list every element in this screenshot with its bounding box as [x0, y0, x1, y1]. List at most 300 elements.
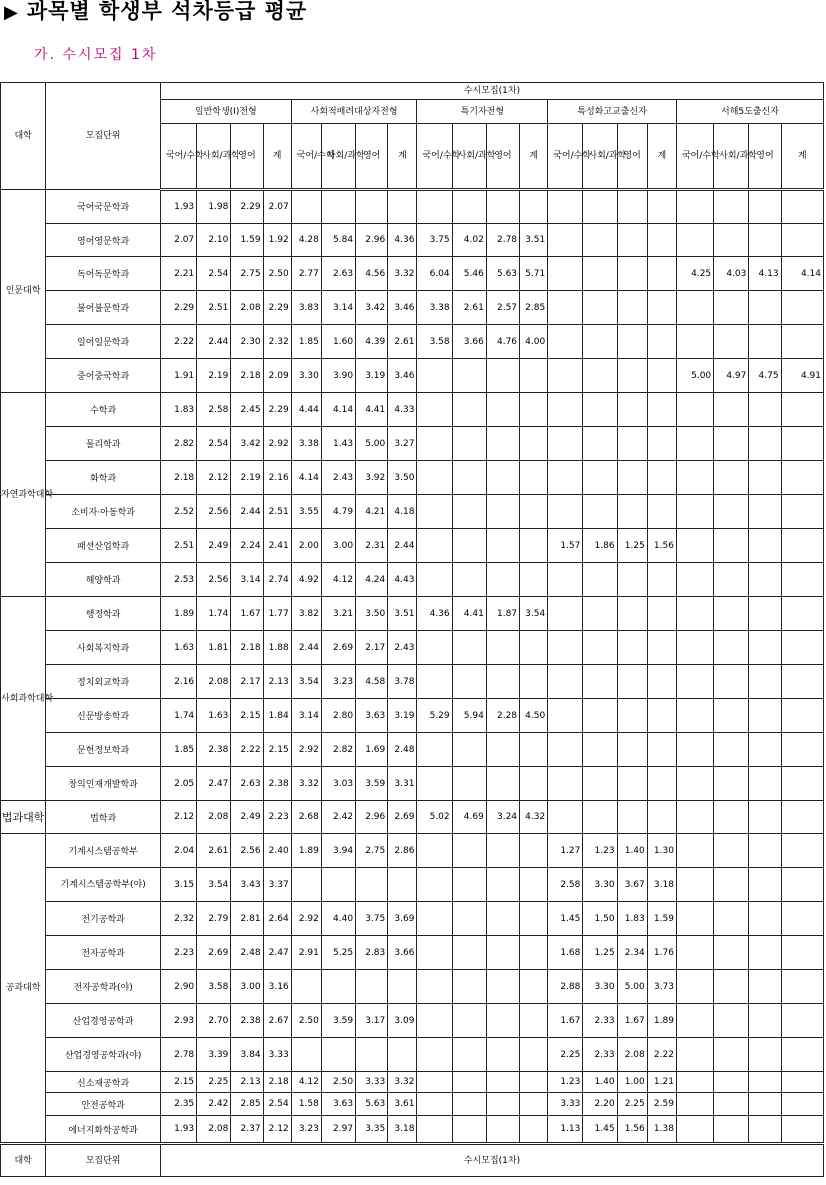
value-cell: [291, 970, 321, 1004]
value-cell: [749, 699, 781, 733]
value-cell: [781, 325, 823, 359]
value-cell: [617, 597, 647, 631]
value-cell: 2.70: [197, 1004, 231, 1038]
value-cell: [676, 393, 713, 427]
value-cell: [583, 563, 617, 597]
value-cell: [548, 291, 583, 325]
value-cell: [647, 563, 676, 597]
value-cell: 1.67: [231, 597, 263, 631]
value-cell: 1.40: [583, 1072, 617, 1093]
value-cell: 4.28: [291, 224, 321, 257]
value-cell: 2.92: [291, 902, 321, 936]
value-cell: 2.50: [263, 257, 291, 291]
value-cell: [781, 190, 823, 224]
value-cell: 4.92: [291, 563, 321, 597]
value-cell: 2.82: [321, 733, 355, 767]
value-cell: 4.58: [356, 665, 388, 699]
value-cell: 3.50: [388, 461, 417, 495]
value-cell: [647, 393, 676, 427]
value-cell: 2.56: [197, 563, 231, 597]
value-cell: 2.17: [231, 665, 263, 699]
table-row: [1, 495, 824, 529]
value-cell: 2.96: [356, 224, 388, 257]
value-cell: [647, 291, 676, 325]
value-cell: 2.47: [263, 936, 291, 970]
table-row: [1, 359, 824, 393]
value-cell: [583, 495, 617, 529]
value-cell: 4.56: [356, 257, 388, 291]
table-row: [1, 597, 824, 631]
value-cell: 2.09: [263, 359, 291, 393]
value-cell: 2.07: [160, 224, 196, 257]
value-cell: 3.83: [291, 291, 321, 325]
unit-cell: 산업경영공학과(야): [46, 1038, 161, 1072]
value-cell: [676, 1004, 713, 1038]
unit-cell: 전자공학과(야): [46, 970, 161, 1004]
value-cell: [452, 1004, 486, 1038]
value-cell: [417, 767, 452, 801]
table-row: [1, 868, 824, 902]
header-main: 수시모집(1차): [160, 83, 823, 100]
value-cell: 3.63: [356, 699, 388, 733]
value-cell: [749, 190, 781, 224]
header-track: 일반학생(Ⅰ)전형: [160, 100, 291, 124]
table-row: [1, 461, 824, 495]
unit-cell: 화학과: [46, 461, 161, 495]
value-cell: 4.41: [356, 393, 388, 427]
value-cell: 4.91: [781, 359, 823, 393]
value-cell: [548, 325, 583, 359]
value-cell: 3.51: [520, 224, 548, 257]
grade-average-table: [0, 82, 824, 1177]
value-cell: [714, 665, 749, 699]
value-cell: 1.23: [583, 834, 617, 868]
value-cell: 2.13: [263, 665, 291, 699]
value-cell: [676, 902, 713, 936]
value-cell: [714, 1004, 749, 1038]
value-cell: 1.45: [548, 902, 583, 936]
value-cell: [520, 1004, 548, 1038]
value-cell: 3.33: [548, 1093, 583, 1116]
value-cell: [548, 224, 583, 257]
value-cell: [714, 631, 749, 665]
table-row: [1, 801, 824, 834]
value-cell: [714, 699, 749, 733]
value-cell: [417, 834, 452, 868]
value-cell: [486, 902, 519, 936]
value-cell: 1.83: [160, 393, 196, 427]
value-cell: [548, 461, 583, 495]
table-row: [1, 902, 824, 936]
value-cell: 4.18: [388, 495, 417, 529]
value-cell: [749, 325, 781, 359]
value-cell: [417, 902, 452, 936]
value-cell: 2.18: [231, 359, 263, 393]
value-cell: [520, 970, 548, 1004]
value-cell: 3.50: [356, 597, 388, 631]
value-cell: [548, 767, 583, 801]
value-cell: [714, 563, 749, 597]
header-subject: 계: [263, 124, 291, 190]
value-cell: 2.34: [617, 936, 647, 970]
value-cell: [714, 733, 749, 767]
value-cell: [452, 529, 486, 563]
value-cell: [714, 291, 749, 325]
value-cell: 5.94: [452, 699, 486, 733]
value-cell: 3.75: [356, 902, 388, 936]
value-cell: 2.18: [160, 461, 196, 495]
value-cell: 3.94: [321, 834, 355, 868]
table-row: [1, 529, 824, 563]
value-cell: 4.50: [520, 699, 548, 733]
value-cell: 4.97: [714, 359, 749, 393]
unit-cell: 일어일문학과: [46, 325, 161, 359]
value-cell: [647, 257, 676, 291]
value-cell: 2.35: [160, 1093, 196, 1116]
value-cell: 1.13: [548, 1116, 583, 1144]
value-cell: 2.25: [197, 1072, 231, 1093]
value-cell: [548, 631, 583, 665]
value-cell: [676, 699, 713, 733]
header-subject: 사회/과학: [452, 124, 486, 190]
value-cell: [486, 190, 519, 224]
value-cell: [647, 801, 676, 834]
college-cell: 공과대학: [1, 834, 46, 1144]
value-cell: 2.33: [583, 1038, 617, 1072]
value-cell: 3.37: [263, 868, 291, 902]
value-cell: [417, 190, 452, 224]
value-cell: 1.74: [160, 699, 196, 733]
value-cell: [749, 529, 781, 563]
value-cell: 2.88: [548, 970, 583, 1004]
value-cell: [676, 970, 713, 1004]
value-cell: 1.83: [617, 902, 647, 936]
value-cell: 2.83: [356, 936, 388, 970]
table-row: [1, 1038, 824, 1072]
value-cell: [583, 257, 617, 291]
value-cell: [781, 936, 823, 970]
value-cell: [452, 767, 486, 801]
value-cell: 3.43: [231, 868, 263, 902]
value-cell: 2.80: [321, 699, 355, 733]
value-cell: 2.74: [263, 563, 291, 597]
value-cell: [548, 597, 583, 631]
value-cell: 1.57: [548, 529, 583, 563]
value-cell: [417, 1116, 452, 1144]
value-cell: [749, 970, 781, 1004]
value-cell: [486, 1116, 519, 1144]
value-cell: 3.00: [231, 970, 263, 1004]
value-cell: [617, 224, 647, 257]
value-cell: [676, 325, 713, 359]
value-cell: 3.19: [388, 699, 417, 733]
value-cell: 3.51: [388, 597, 417, 631]
value-cell: 5.00: [617, 970, 647, 1004]
value-cell: [520, 529, 548, 563]
value-cell: [749, 393, 781, 427]
value-cell: 4.24: [356, 563, 388, 597]
value-cell: 3.75: [417, 224, 452, 257]
value-cell: 2.93: [160, 1004, 196, 1038]
value-cell: [486, 393, 519, 427]
value-cell: [520, 393, 548, 427]
value-cell: [548, 257, 583, 291]
value-cell: [548, 699, 583, 733]
value-cell: [647, 665, 676, 699]
value-cell: [781, 461, 823, 495]
value-cell: 1.23: [548, 1072, 583, 1093]
page-title-text: 과목별 학생부 석차등급 평균: [26, 0, 308, 23]
value-cell: 1.87: [486, 597, 519, 631]
value-cell: 3.54: [520, 597, 548, 631]
value-cell: [520, 461, 548, 495]
value-cell: 1.67: [617, 1004, 647, 1038]
value-cell: 2.79: [197, 902, 231, 936]
value-cell: [714, 1093, 749, 1116]
value-cell: 3.92: [356, 461, 388, 495]
value-cell: [676, 461, 713, 495]
value-cell: 4.25: [676, 257, 713, 291]
value-cell: 2.52: [160, 495, 196, 529]
value-cell: 1.76: [647, 936, 676, 970]
value-cell: [356, 1038, 388, 1072]
value-cell: 2.31: [356, 529, 388, 563]
value-cell: 1.21: [647, 1072, 676, 1093]
value-cell: [781, 834, 823, 868]
value-cell: 2.82: [160, 427, 196, 461]
value-cell: [583, 597, 617, 631]
value-cell: [647, 495, 676, 529]
value-cell: [781, 733, 823, 767]
value-cell: 2.54: [263, 1093, 291, 1116]
value-cell: [452, 1072, 486, 1093]
value-cell: 5.29: [417, 699, 452, 733]
table-row: [1, 325, 824, 359]
college-cell: 법과대학: [1, 801, 46, 834]
value-cell: 5.63: [356, 1093, 388, 1116]
value-cell: [520, 733, 548, 767]
value-cell: [749, 936, 781, 970]
value-cell: [647, 325, 676, 359]
unit-cell: 법학과: [46, 801, 161, 834]
value-cell: [676, 563, 713, 597]
value-cell: [356, 970, 388, 1004]
unit-cell: 안전공학과: [46, 1093, 161, 1116]
value-cell: 1.68: [548, 936, 583, 970]
header-subject: 영어: [356, 124, 388, 190]
footer-college: 대학: [1, 1144, 46, 1177]
value-cell: [520, 834, 548, 868]
value-cell: [781, 767, 823, 801]
value-cell: [781, 902, 823, 936]
value-cell: 2.53: [160, 563, 196, 597]
value-cell: 2.51: [160, 529, 196, 563]
value-cell: 1.92: [263, 224, 291, 257]
value-cell: 3.55: [291, 495, 321, 529]
value-cell: [486, 461, 519, 495]
header-track: 서해5도출신자: [676, 100, 823, 124]
value-cell: 2.48: [388, 733, 417, 767]
value-cell: 3.38: [417, 291, 452, 325]
table-row: [1, 733, 824, 767]
value-cell: 2.08: [197, 1116, 231, 1144]
value-cell: 4.43: [388, 563, 417, 597]
value-cell: [520, 1038, 548, 1072]
value-cell: [647, 190, 676, 224]
value-cell: 2.07: [263, 190, 291, 224]
value-cell: 5.00: [676, 359, 713, 393]
value-cell: 2.57: [486, 291, 519, 325]
value-cell: [676, 767, 713, 801]
header-subject: 국어/수학: [417, 124, 452, 190]
value-cell: [617, 733, 647, 767]
table-row: [1, 291, 824, 325]
value-cell: 4.39: [356, 325, 388, 359]
unit-cell: 기계시스템공학부: [46, 834, 161, 868]
value-cell: [452, 563, 486, 597]
unit-cell: 신문방송학과: [46, 699, 161, 733]
value-cell: 3.58: [417, 325, 452, 359]
value-cell: [714, 868, 749, 902]
value-cell: 1.30: [647, 834, 676, 868]
value-cell: [417, 1093, 452, 1116]
value-cell: [749, 801, 781, 834]
value-cell: [749, 495, 781, 529]
value-cell: [714, 936, 749, 970]
value-cell: [714, 529, 749, 563]
value-cell: 3.42: [356, 291, 388, 325]
value-cell: [749, 291, 781, 325]
value-cell: [781, 1072, 823, 1093]
value-cell: 2.29: [160, 291, 196, 325]
value-cell: 2.13: [231, 1072, 263, 1093]
value-cell: [291, 190, 321, 224]
value-cell: [714, 461, 749, 495]
table-row: [1, 190, 824, 224]
value-cell: 3.21: [321, 597, 355, 631]
value-cell: 2.61: [197, 834, 231, 868]
value-cell: [617, 801, 647, 834]
value-cell: [548, 190, 583, 224]
unit-cell: 에너지화학공학과: [46, 1116, 161, 1144]
value-cell: [452, 461, 486, 495]
value-cell: 3.73: [647, 970, 676, 1004]
value-cell: 2.10: [197, 224, 231, 257]
value-cell: [417, 1004, 452, 1038]
value-cell: [486, 834, 519, 868]
value-cell: 1.56: [617, 1116, 647, 1144]
value-cell: 2.92: [291, 733, 321, 767]
header-track: 특기자전형: [417, 100, 548, 124]
value-cell: 2.54: [197, 257, 231, 291]
value-cell: [781, 801, 823, 834]
value-cell: 2.16: [263, 461, 291, 495]
value-cell: [486, 733, 519, 767]
value-cell: [291, 868, 321, 902]
value-cell: [520, 936, 548, 970]
value-cell: [486, 529, 519, 563]
value-cell: 4.76: [486, 325, 519, 359]
value-cell: 2.69: [197, 936, 231, 970]
value-cell: 2.49: [197, 529, 231, 563]
value-cell: 2.29: [263, 291, 291, 325]
value-cell: [749, 461, 781, 495]
value-cell: [520, 902, 548, 936]
unit-cell: 불어불문학과: [46, 291, 161, 325]
value-cell: 5.71: [520, 257, 548, 291]
value-cell: 2.78: [160, 1038, 196, 1072]
value-cell: [321, 1038, 355, 1072]
value-cell: [452, 868, 486, 902]
value-cell: 2.51: [263, 495, 291, 529]
value-cell: 2.30: [231, 325, 263, 359]
value-cell: 2.63: [231, 767, 263, 801]
value-cell: [520, 1072, 548, 1093]
value-cell: 1.60: [321, 325, 355, 359]
value-cell: [714, 190, 749, 224]
value-cell: 2.22: [647, 1038, 676, 1072]
value-cell: 1.91: [160, 359, 196, 393]
value-cell: 2.58: [197, 393, 231, 427]
value-cell: [617, 190, 647, 224]
value-cell: 3.63: [321, 1093, 355, 1116]
value-cell: 2.69: [321, 631, 355, 665]
college-cell: 자연과학대학: [1, 393, 46, 597]
table-row: [1, 224, 824, 257]
value-cell: 1.43: [321, 427, 355, 461]
value-cell: 1.98: [197, 190, 231, 224]
value-cell: [452, 733, 486, 767]
value-cell: 2.32: [160, 902, 196, 936]
value-cell: [520, 359, 548, 393]
footer-row: [1, 1144, 824, 1177]
value-cell: 3.18: [647, 868, 676, 902]
value-cell: [647, 461, 676, 495]
value-cell: [617, 767, 647, 801]
value-cell: 2.49: [231, 801, 263, 834]
value-cell: 2.18: [263, 1072, 291, 1093]
value-cell: [417, 1038, 452, 1072]
value-cell: 2.04: [160, 834, 196, 868]
value-cell: 2.40: [263, 834, 291, 868]
unit-cell: 수학과: [46, 393, 161, 427]
value-cell: [486, 1038, 519, 1072]
value-cell: 2.22: [160, 325, 196, 359]
table-row: [1, 970, 824, 1004]
value-cell: [417, 495, 452, 529]
value-cell: 1.59: [231, 224, 263, 257]
value-cell: 2.85: [231, 1093, 263, 1116]
value-cell: 2.37: [231, 1116, 263, 1144]
value-cell: [452, 1116, 486, 1144]
value-cell: [452, 970, 486, 1004]
unit-cell: 중어중국학과: [46, 359, 161, 393]
value-cell: 2.19: [197, 359, 231, 393]
value-cell: [781, 563, 823, 597]
value-cell: 2.61: [452, 291, 486, 325]
value-cell: 2.68: [291, 801, 321, 834]
value-cell: [548, 359, 583, 393]
value-cell: 2.54: [197, 427, 231, 461]
table-row: [1, 665, 824, 699]
value-cell: 3.27: [388, 427, 417, 461]
value-cell: [486, 1093, 519, 1116]
footer-unit: 모집단위: [46, 1144, 161, 1177]
value-cell: [583, 393, 617, 427]
value-cell: [714, 325, 749, 359]
table-row: [1, 936, 824, 970]
value-cell: 3.14: [321, 291, 355, 325]
